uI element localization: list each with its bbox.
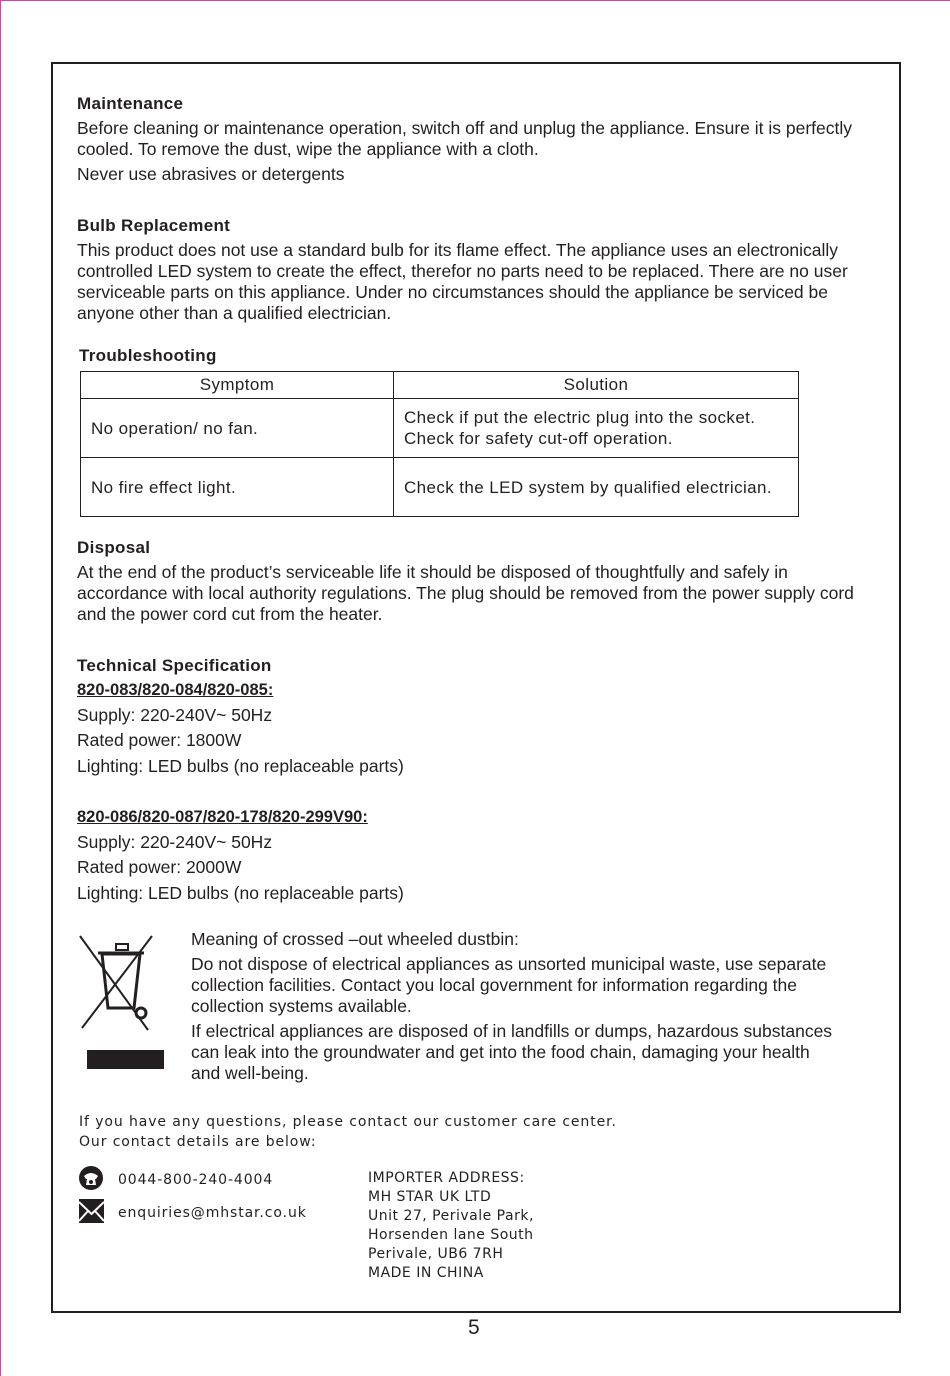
solution-cell: Check the LED system by qualified electrician.: [394, 458, 799, 517]
weee-text: Do not dispose of electrical appliances as unsorted municipal waste, use separate collection facilities. Contact you local government for information regarding the collection systems available.: [191, 954, 827, 1016]
address-line: Perivale, UB6 7RH: [368, 1246, 504, 1262]
email-link[interactable]: enquiries@mhstar.co.uk: [118, 1205, 307, 1221]
header-symptom: Symptom: [81, 372, 394, 399]
page-number: 5: [468, 1316, 480, 1339]
bulb-title: Bulb Replacement: [77, 216, 231, 235]
spec-lighting: Lighting: LED bulbs (no replaceable parts): [77, 883, 404, 903]
weee-title: Meaning of crossed –out wheeled dustbin:: [191, 929, 519, 949]
solution-cell: Check if put the electric plug into the socket. Check for safety cut-off operation.: [394, 399, 799, 458]
table-row: [81, 399, 799, 458]
header-solution: Solution: [394, 372, 799, 399]
maintenance-text: Before cleaning or maintenance operation, switch off and unplug the appliance. Ensure it is perfectly cooled. To remove the dust, wipe the appliance with a cloth.: [77, 118, 853, 159]
spec-models: 820-086/820-087/820-178/820-299V90:: [77, 808, 368, 826]
spec-power: Rated power: 1800W: [77, 730, 242, 750]
bulb-text: This product does not use a standard bulb for its flame effect. The appliance uses an electronically controlled LED system to create the effect, therefor no parts need to be replaced. There are no user serviceable parts on this appliance. Under no circumstances should the appliance be serviced be anyone other than a qualified electrician.: [77, 240, 848, 323]
spec-lighting: Lighting: LED bulbs (no replaceable parts): [77, 756, 404, 776]
crossed-bin-icon: [78, 932, 168, 1072]
address-line: MH STAR UK LTD: [368, 1189, 492, 1205]
address-line: Unit 27, Perivale Park,: [368, 1208, 534, 1224]
troubleshooting-title: Troubleshooting: [79, 346, 217, 365]
address-line: IMPORTER ADDRESS:: [368, 1170, 525, 1186]
page-edge: [0, 0, 1, 1376]
table-row: [81, 458, 799, 517]
disposal-title: Disposal: [77, 538, 151, 557]
maintenance-note: Never use abrasives or detergents: [77, 164, 345, 184]
symptom-cell: No operation/ no fan.: [81, 399, 394, 458]
phone-number[interactable]: 0044-800-240-4004: [118, 1172, 274, 1188]
maintenance-title: Maintenance: [77, 94, 184, 113]
spec-supply: Supply: 220-240V~ 50Hz: [77, 705, 273, 725]
contact-intro-2: Our contact details are below:: [79, 1134, 317, 1150]
address-line: MADE IN CHINA: [368, 1265, 484, 1281]
phone-icon: [78, 1165, 104, 1191]
page-edge: [0, 0, 950, 1]
spec-models: 820-083/820-084/820-085:: [77, 681, 274, 699]
email-icon: [79, 1199, 104, 1223]
spec-power: Rated power: 2000W: [77, 857, 242, 877]
spec-title: Technical Specification: [77, 656, 272, 675]
spec-supply: Supply: 220-240V~ 50Hz: [77, 832, 273, 852]
weee-text-2: If electrical appliances are disposed of in landfills or dumps, hazardous substances can leak into the groundwater and get into the food chain, damaging your health and well-being.: [191, 1021, 833, 1083]
importer-address: [368, 1169, 534, 1283]
symptom-cell: No fire effect light.: [81, 458, 394, 517]
contact-intro: If you have any questions, please contact our customer care center.: [79, 1114, 617, 1130]
address-line: Horsenden lane South: [368, 1227, 534, 1243]
disposal-text: At the end of the product’s serviceable life it should be disposed of thoughtfully and safely in accordance with local authority regulations. The plug should be removed from the power supply cord and the power cord cut from the heater.: [77, 562, 854, 624]
troubleshooting-table: [80, 371, 799, 517]
